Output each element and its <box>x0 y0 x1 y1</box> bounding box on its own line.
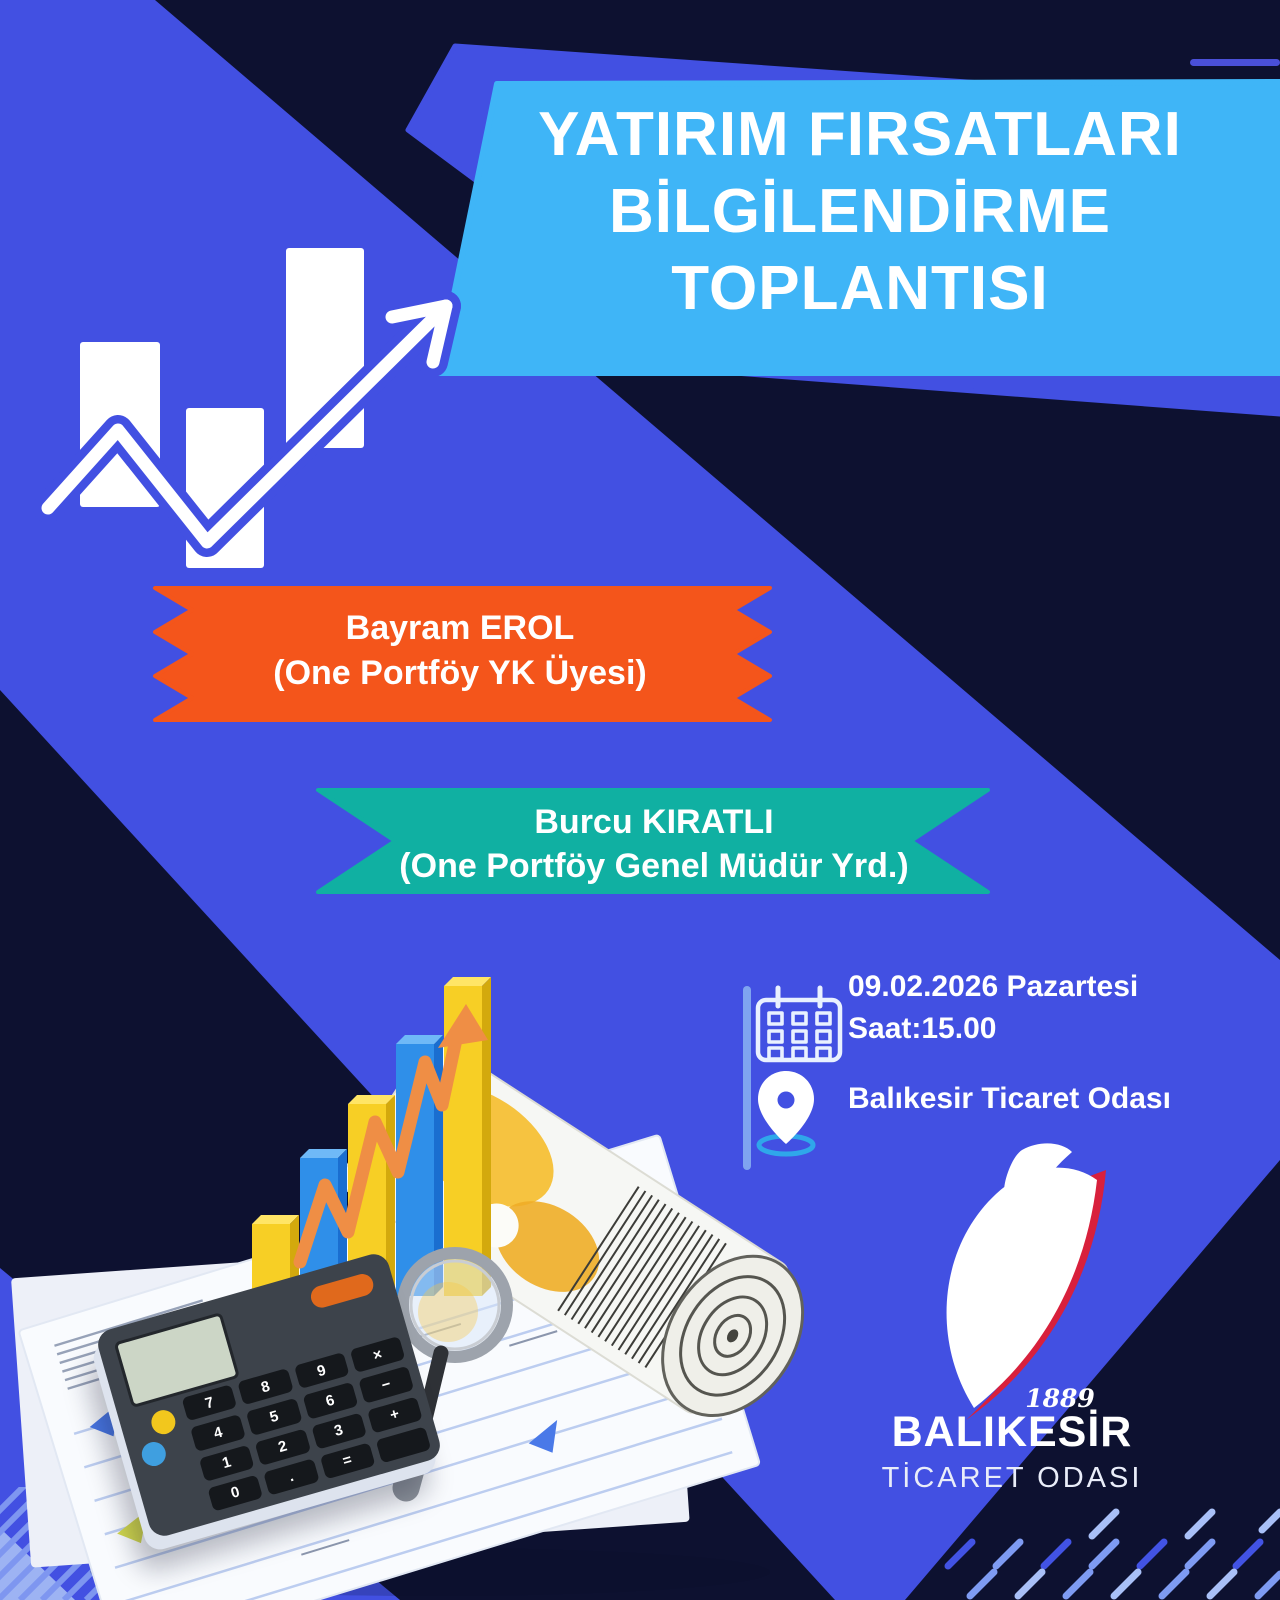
title-line-2: BİLGİLENDİRME <box>608 177 1112 246</box>
calculator-key: 6 <box>302 1382 358 1419</box>
event-datetime <box>848 966 1268 1050</box>
calculator-key: 8 <box>237 1368 293 1405</box>
calculator-blue-dot <box>139 1439 169 1469</box>
logo-year: 1889 <box>1025 1384 1095 1413</box>
calculator-key: 5 <box>246 1398 302 1435</box>
speaker1-name: Bayram EROL <box>345 609 575 647</box>
calculator-key: 3 <box>311 1412 367 1449</box>
speaker2-name: Burcu KIRATLI <box>534 803 774 841</box>
calculator-key: 4 <box>190 1414 246 1451</box>
calculator-key: 1 <box>199 1444 255 1481</box>
calculator-key: 9 <box>293 1352 349 1389</box>
speaker1-role: (One Portföy YK Üyesi) <box>273 654 647 692</box>
poster-title <box>450 96 1270 327</box>
logo-name: BALIKESİR <box>891 1408 1133 1456</box>
event-date: 09.02.2026 Pazartesi <box>848 970 1139 1003</box>
event-divider-line <box>743 986 751 1170</box>
accent-line-top-right <box>1190 59 1280 66</box>
calculator-orange-button <box>308 1271 376 1310</box>
calculator-key: 2 <box>255 1428 311 1465</box>
event-time: Saat:15.00 <box>848 1012 997 1045</box>
calendar-icon <box>758 988 840 1060</box>
speaker1-text <box>150 606 770 696</box>
calculator-key: × <box>349 1336 405 1373</box>
logo-subtitle: TİCARET ODASI <box>881 1462 1143 1494</box>
calculator-key: + <box>367 1396 423 1433</box>
title-line-3: TOPLANTISI <box>671 254 1049 323</box>
speaker2-role: (One Portföy Genel Müdür Yrd.) <box>399 847 909 885</box>
calculator-key: = <box>319 1442 375 1479</box>
calculator-key: − <box>358 1366 414 1403</box>
title-line-1: YATIRIM FIRSATLARI <box>538 100 1182 169</box>
calculator-key: 0 <box>207 1474 263 1511</box>
speaker2-text <box>318 800 990 888</box>
calculator-yellow-dot <box>149 1407 179 1437</box>
event-location: Balıkesir Ticaret Odası <box>848 1082 1171 1115</box>
calculator-key: . <box>263 1458 319 1495</box>
calculator-key: 7 <box>182 1384 238 1421</box>
calculator-key <box>375 1426 431 1463</box>
